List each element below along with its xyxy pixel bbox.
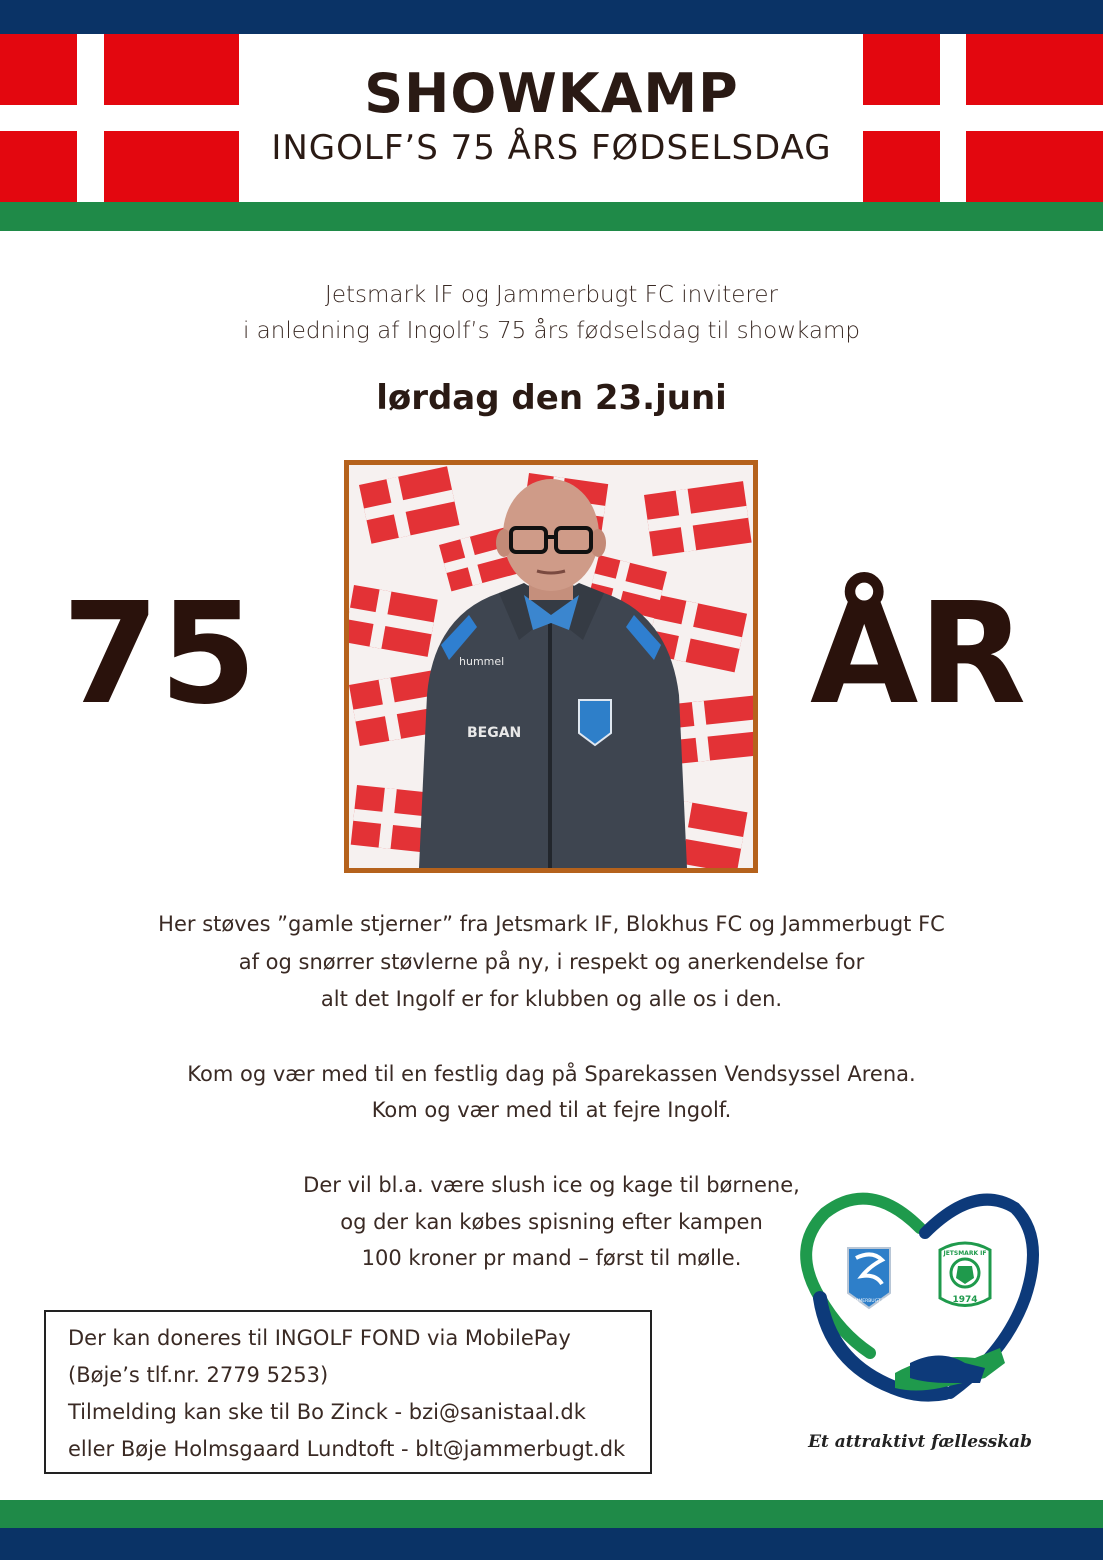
logo-slogan: Et attraktivt fællesskab [808, 1432, 1032, 1452]
top-navy-bar [0, 0, 1103, 34]
header-green-bar [0, 202, 1103, 231]
left-badge-text: JAMMERBUGT FC [850, 1299, 888, 1304]
donation-line-1: Der kan doneres til INGOLF FOND via MobilePay [68, 1326, 571, 1350]
donation-info-box [44, 1310, 652, 1474]
intro-line-2: i anledning af Ingolf’s 75 års fødselsdag til showkamp [242, 318, 861, 344]
paragraph-3-line-2: og der kan købes spisning efter kampen [340, 1210, 763, 1234]
jacket-collar-text: hummel [459, 655, 505, 668]
paragraph-3-line-1: Der vil bl.a. være slush ice og kage til børnene, [303, 1173, 800, 1197]
paragraph-1-line-3: alt det Ingolf er for klubben og alle os i den. [320, 987, 783, 1011]
event-date: lørdag den 23.juni [376, 378, 727, 418]
intro-line-1: Jetsmark IF og Jammerbugt FC inviterer [325, 282, 778, 308]
right-badge-year: 1974 [952, 1295, 978, 1305]
club-heart-logo [800, 1188, 1040, 1423]
page-title: SHOWKAMP [364, 62, 739, 125]
big-number-75: 75 [62, 573, 257, 736]
paragraph-2-line-2: Kom og vær med til at fejre Ingolf. [371, 1098, 732, 1122]
donation-line-3: Tilmelding kan ske til Bo Zinck - bzi@sanistaal.dk [68, 1400, 586, 1424]
donation-line-4: eller Bøje Holmsgaard Lundtoft - blt@jammerbugt.dk [68, 1437, 626, 1461]
bottom-navy-bar [0, 1528, 1103, 1560]
portrait-illustration [349, 465, 753, 868]
jacket-brand-text: BEGAN [467, 725, 522, 741]
portrait-photo [344, 460, 758, 873]
paragraph-1-line-2: af og snørrer støvlerne på ny, i respekt og anerkendelse for [238, 950, 865, 974]
paragraph-1-line-1: Her støves ”gamle stjerner” fra Jetsmark IF, Blokhus FC og Jammerbugt FC [158, 912, 945, 936]
right-badge-text: JETSMARK IF [943, 1250, 987, 1257]
paragraph-2-line-1: Kom og vær med til en festlig dag på Sparekassen Vendsyssel Arena. [187, 1062, 916, 1086]
big-word-ar: ÅR [810, 573, 1027, 736]
donation-line-2: (Bøje’s tlf.nr. 2779 5253) [68, 1363, 329, 1387]
bottom-green-bar [0, 1500, 1103, 1528]
paragraph-3-line-3: 100 kroner pr mand – først til mølle. [361, 1246, 742, 1270]
page-subtitle: INGOLF’S 75 ÅRS FØDSELSDAG [271, 128, 832, 168]
